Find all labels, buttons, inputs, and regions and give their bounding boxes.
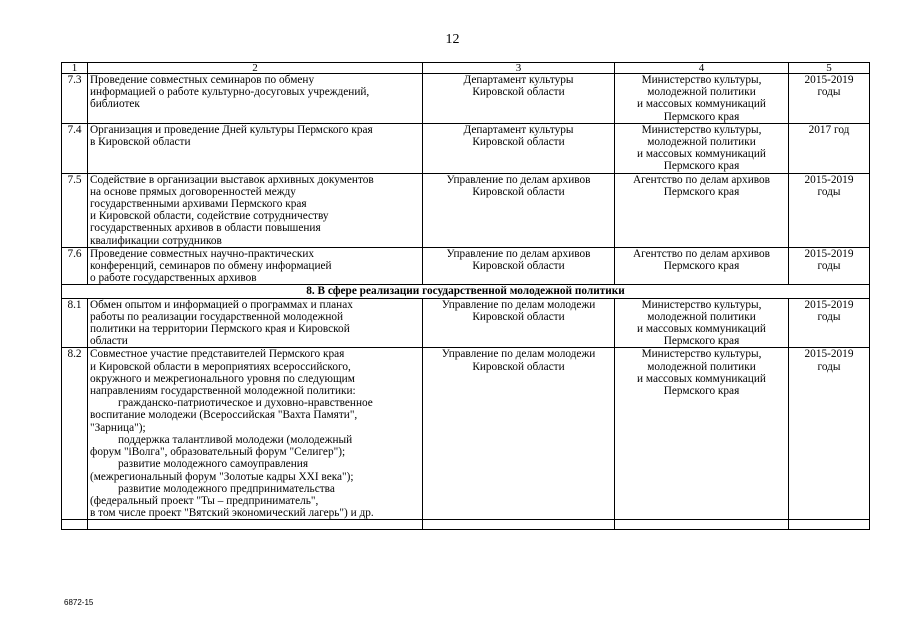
cell-line: годы — [817, 260, 841, 273]
cell-line: Департамент культуры — [463, 74, 574, 86]
cell-line: Пермского края — [663, 110, 740, 123]
cell-line: Организация и проведение Дней культуры Пермского края — [90, 123, 373, 136]
cell-line: 2015-2019 — [804, 247, 854, 260]
cell-line: Пермского края — [663, 160, 740, 173]
cell-line: годы — [817, 185, 841, 198]
cell-line: на основе прямых договоренностей между — [90, 185, 296, 198]
cell-line: Кировской области — [472, 136, 565, 149]
cell-line: политики на территории Пермского края и Кировской — [90, 323, 350, 336]
section-header-row — [62, 285, 870, 298]
cell-line: Министерство культуры, — [641, 348, 762, 361]
perm-responsible-cell — [615, 123, 789, 173]
kirov-responsible-cell — [423, 173, 615, 247]
section-title: 8. В сфере реализации государственной молодежной политики — [62, 285, 870, 298]
cell-line: поддержка талантливой молодежи (молодежный — [118, 433, 353, 446]
cell-line: Обмен опытом и информацией о программах и планах — [90, 298, 353, 311]
document-code: 6872-15 — [64, 598, 94, 607]
cell-line: Содействие в организации выставок архивных документов — [90, 173, 374, 186]
kirov-responsible-cell — [423, 123, 615, 173]
cell-line: и Кировской области в мероприятиях всероссийского, — [90, 360, 351, 373]
table-row — [62, 74, 870, 124]
cell-line: (межрегиональный форум "Золотые кадры XXI века"); — [90, 470, 354, 483]
cell-line: Проведение совместных семинаров по обмену — [90, 74, 315, 86]
cell-line: Агентство по делам архивов — [633, 247, 770, 260]
row-number: 8.2 — [62, 348, 88, 520]
cell-line: Управление по делам архивов — [446, 247, 591, 260]
cell-line: Кировской области — [472, 360, 565, 373]
cell-line: Кировской области — [472, 310, 565, 323]
kirov-responsible-cell — [423, 74, 615, 124]
row-number: 7.3 — [62, 74, 88, 124]
cell-line: Министерство культуры, — [641, 123, 762, 136]
cell-line: окружного и межрегионального уровня по следующим — [90, 372, 355, 385]
cell-line: развитие молодежного предпринимательства — [118, 482, 335, 495]
activity-cell — [88, 74, 423, 124]
cell-line: государственных архивов в области повышения — [90, 222, 321, 235]
cell-line: годы — [817, 310, 841, 323]
row-number: 7.6 — [62, 247, 88, 285]
cell-line: годы — [817, 86, 841, 99]
header-cell: 1 — [62, 63, 88, 74]
cell-line: молодежной политики — [647, 310, 756, 323]
table-row — [62, 123, 870, 173]
table-row — [62, 348, 870, 520]
cell-line: "Зарница"); — [90, 421, 146, 434]
cell-line: в том числе проект "Вятский экономический лагерь") и др. — [90, 507, 374, 520]
cell-line: Управление по делам архивов — [446, 173, 591, 186]
kirov-responsible-cell — [423, 298, 615, 348]
cell-line: молодежной политики — [647, 136, 756, 149]
perm-responsible-cell — [615, 173, 789, 247]
cell-line: 2015-2019 — [804, 298, 854, 311]
row-number: 7.4 — [62, 123, 88, 173]
cell-line: Кировской области — [472, 185, 565, 198]
table-row — [62, 173, 870, 247]
cell-line: Управление по делам молодежи — [441, 298, 596, 311]
cell-line: 2015-2019 — [804, 348, 854, 361]
cell-line: Министерство культуры, — [641, 298, 762, 311]
cell-line: Управление по делам молодежи — [441, 348, 596, 361]
kirov-responsible-cell — [423, 348, 615, 520]
cell-line: Министерство культуры, — [641, 74, 762, 86]
cell-line: Агентство по делам архивов — [633, 173, 770, 186]
cell-line: развитие молодежного самоуправления — [118, 458, 309, 471]
cell-line: Кировской области — [472, 86, 565, 99]
period-cell — [789, 173, 870, 247]
cell-line: молодежной политики — [647, 86, 756, 99]
perm-responsible-cell — [615, 298, 789, 348]
cell-line: Департамент культуры — [463, 123, 574, 136]
page-number: 12 — [445, 32, 460, 47]
header-cell: 4 — [615, 63, 789, 74]
cell-line: конференций, семинаров по обмену информацией — [90, 260, 332, 273]
cell-line: годы — [817, 360, 841, 373]
activity-cell — [88, 123, 423, 173]
cell-line: Проведение совместных научно-практических — [90, 247, 315, 260]
cell-line: и массовых коммуникаций — [637, 98, 766, 111]
row-number: 8.1 — [62, 298, 88, 348]
cell-line: молодежной политики — [647, 360, 756, 373]
activity-cell — [88, 298, 423, 348]
activity-cell — [88, 247, 423, 285]
period-cell — [789, 348, 870, 520]
cell-line: области — [90, 335, 128, 348]
cell-line: воспитание молодежи (Всероссийская "Вахта Памяти", — [90, 409, 358, 422]
cell-line: Кировской области — [472, 260, 565, 273]
perm-responsible-cell — [615, 247, 789, 285]
cell-line: и Кировской области, содействие сотрудничеству — [90, 210, 329, 223]
cell-line: 2015-2019 — [804, 173, 854, 186]
cell-line: квалификации сотрудников — [90, 234, 222, 247]
period-cell — [789, 74, 870, 124]
cell-line: Пермского края — [663, 385, 740, 398]
activity-cell — [88, 348, 423, 520]
cell-line: и массовых коммуникаций — [637, 323, 766, 336]
cell-line: Пермского края — [663, 335, 740, 348]
header-cell: 2 — [88, 63, 423, 74]
cell-line: о работе государственных архивов — [90, 272, 257, 285]
header-cell: 3 — [423, 63, 615, 74]
cell-line: и массовых коммуникаций — [637, 372, 766, 385]
table-row-spacer — [62, 520, 870, 530]
row-number: 7.5 — [62, 173, 88, 247]
activity-cell — [88, 173, 423, 247]
period-cell — [789, 247, 870, 285]
cell-line: Пермского края — [663, 260, 740, 273]
period-cell — [789, 123, 870, 173]
perm-responsible-cell — [615, 348, 789, 520]
cell-line: работы по реализации государственной молодежной — [90, 310, 344, 323]
kirov-responsible-cell — [423, 247, 615, 285]
perm-responsible-cell — [615, 74, 789, 124]
table-header-row — [62, 63, 870, 74]
cell-line: 2015-2019 — [804, 74, 854, 86]
cell-line: 2017 год — [808, 123, 850, 136]
table-row — [62, 298, 870, 348]
period-cell — [789, 298, 870, 348]
cell-line: в Кировской области — [90, 136, 191, 149]
plan-table — [61, 62, 870, 530]
cell-line: гражданско-патриотическое и духовно-нравственное — [118, 397, 373, 410]
cell-line: Пермского края — [663, 185, 740, 198]
cell-line: Совместное участие представителей Пермского края — [90, 348, 345, 361]
cell-line: государственными архивами Пермского края — [90, 198, 307, 211]
cell-line: форум "iВолга", образовательный форум "Селигер"); — [90, 446, 346, 459]
cell-line: направлениям государственной молодежной политики: — [90, 385, 356, 398]
header-cell: 5 — [789, 63, 870, 74]
table-row — [62, 247, 870, 285]
cell-line: информацией о работе культурно-досуговых учреждений, — [90, 86, 370, 99]
cell-line: и массовых коммуникаций — [637, 148, 766, 161]
cell-line: библиотек — [90, 98, 140, 111]
cell-line: (федеральный проект "Ты – предприниматель", — [90, 494, 319, 507]
